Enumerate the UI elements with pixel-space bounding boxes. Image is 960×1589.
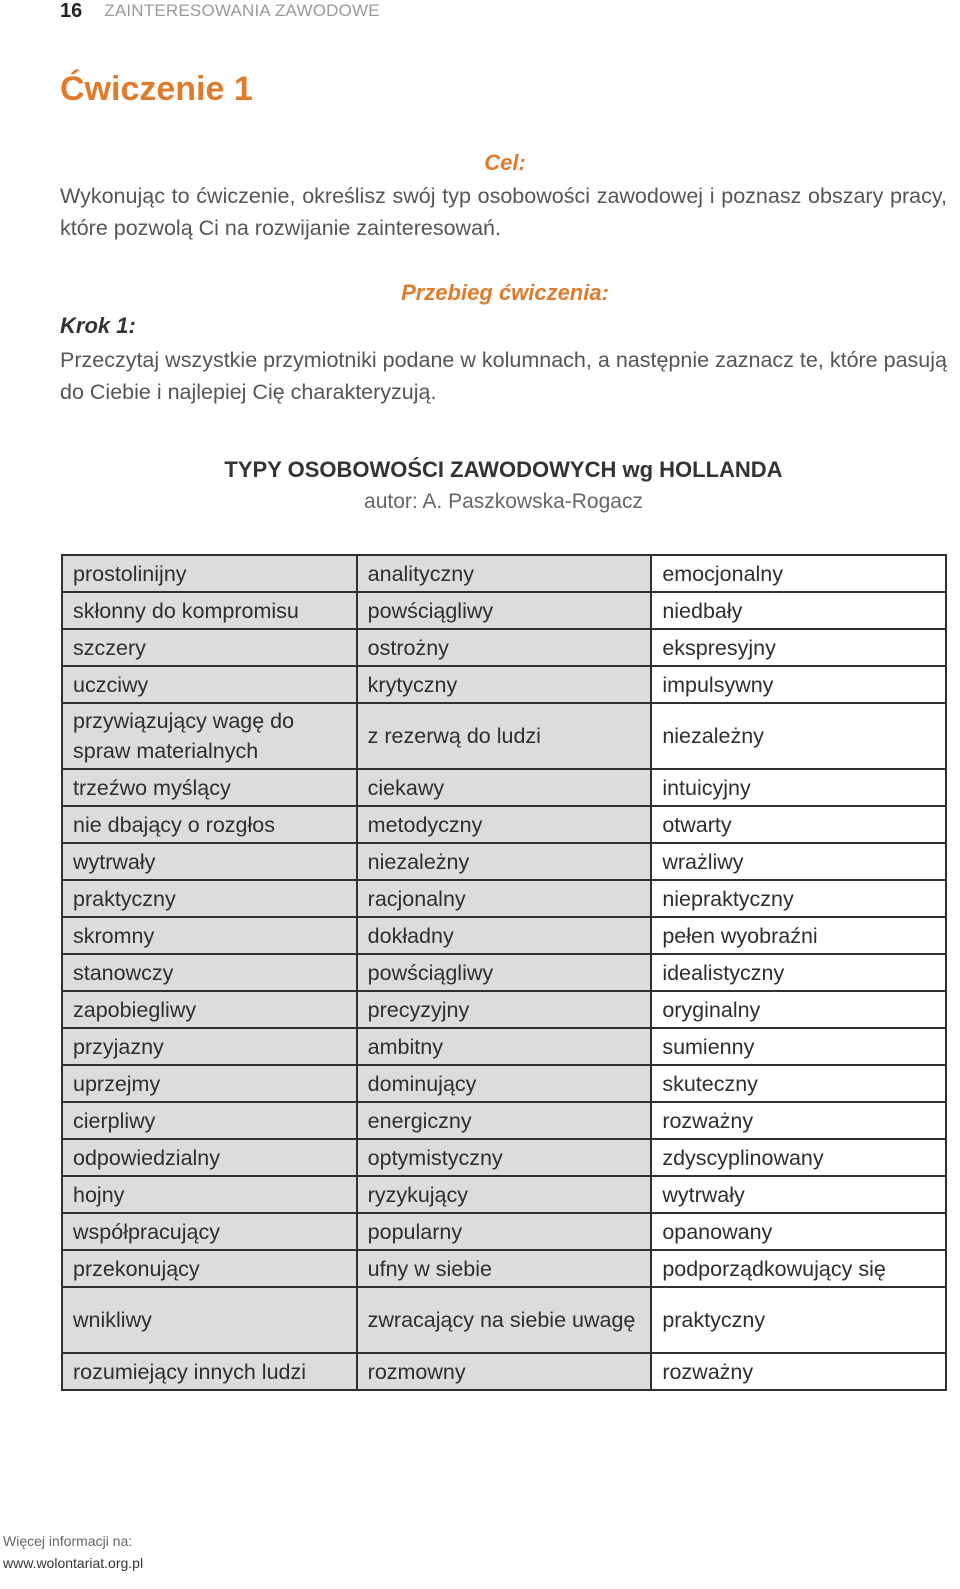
adjective-cell[interactable]: ostrożny	[357, 629, 652, 666]
adjective-cell[interactable]: rozumiejący innych ludzi	[62, 1353, 357, 1390]
table-row	[62, 629, 946, 666]
adjective-cell[interactable]: idealistyczny	[651, 954, 946, 991]
table-row	[62, 703, 946, 769]
page-number: 16	[60, 0, 83, 22]
table-row	[62, 1250, 946, 1287]
adjective-cell[interactable]: oryginalny	[651, 991, 946, 1028]
table-row	[62, 1139, 946, 1176]
adjective-cell[interactable]: intuicyjny	[651, 769, 946, 806]
adjective-cell[interactable]: rozmowny	[357, 1353, 652, 1390]
adjective-cell[interactable]: wrażliwy	[651, 843, 946, 880]
adjective-cell[interactable]: stanowczy	[62, 954, 357, 991]
table-row	[62, 917, 946, 954]
adjective-cell[interactable]: odpowiedzialny	[62, 1139, 357, 1176]
table-row	[62, 843, 946, 880]
table-row	[62, 806, 946, 843]
adjective-cell[interactable]: niezależny	[651, 703, 946, 769]
footer-url[interactable]: www.wolontariat.org.pl	[3, 1555, 144, 1571]
adjective-cell[interactable]: analityczny	[357, 555, 652, 592]
step-text: Przeczytaj wszystkie przymiotniki podane w kolumnach, a następnie zaznacz te, które pasują do Ciebie i najlepiej Cię charakteryzują.	[60, 348, 947, 404]
adjective-cell[interactable]: metodyczny	[357, 806, 652, 843]
adjective-cell[interactable]: opanowany	[651, 1213, 946, 1250]
goal-text: Wykonując to ćwiczenie, określisz swój typ osobowości zawodowej i poznasz obszary pracy, które pozwolą Ci na rozwijanie zainteresowań.	[60, 184, 947, 240]
adjective-cell[interactable]: emocjonalny	[651, 555, 946, 592]
adjective-cell[interactable]: skłonny do kompromisu	[62, 592, 357, 629]
adjective-cell[interactable]: impulsywny	[651, 666, 946, 703]
adjective-cell[interactable]: prostolinijny	[62, 555, 357, 592]
table-row	[62, 1176, 946, 1213]
running-head: ZAINTERESOWANIA ZAWODOWE	[104, 1, 380, 20]
adjective-cell[interactable]: dominujący	[357, 1065, 652, 1102]
adjective-cell[interactable]: pełen wyobraźni	[651, 917, 946, 954]
goal-label: Cel:	[484, 150, 526, 175]
table-author: autor: A. Paszkowska-Rogacz	[364, 490, 643, 513]
adjective-cell[interactable]: popularny	[357, 1213, 652, 1250]
adjective-cell[interactable]: szczery	[62, 629, 357, 666]
step-label: Krok 1:	[60, 313, 136, 338]
adjective-cell[interactable]: sumienny	[651, 1028, 946, 1065]
adjective-cell[interactable]: ciekawy	[357, 769, 652, 806]
adjective-cell[interactable]: niedbały	[651, 592, 946, 629]
adjective-cell[interactable]: niepraktyczny	[651, 880, 946, 917]
adjective-cell[interactable]: podporządkowujący się	[651, 1250, 946, 1287]
adjective-cell[interactable]: powściągliwy	[357, 592, 652, 629]
adjective-cell[interactable]: optymistyczny	[357, 1139, 652, 1176]
adjective-cell[interactable]: precyzyjny	[357, 991, 652, 1028]
adjective-cell[interactable]: cierpliwy	[62, 1102, 357, 1139]
adjective-cell[interactable]: zdyscyplinowany	[651, 1139, 946, 1176]
adjective-cell[interactable]: uczciwy	[62, 666, 357, 703]
table-row	[62, 880, 946, 917]
adjective-cell[interactable]: rozważny	[651, 1102, 946, 1139]
adjective-cell[interactable]: ufny w siebie	[357, 1250, 652, 1287]
adjective-cell[interactable]: powściągliwy	[357, 954, 652, 991]
adjective-cell[interactable]: przywiązujący wagę do spraw materialnych	[62, 703, 357, 769]
adjective-cell[interactable]: wytrwały	[651, 1176, 946, 1213]
exercise-title: Ćwiczenie 1	[60, 70, 253, 108]
adjective-cell[interactable]: dokładny	[357, 917, 652, 954]
adjective-cell[interactable]: nie dbający o rozgłos	[62, 806, 357, 843]
table-row	[62, 1213, 946, 1250]
steps-label: Przebieg ćwiczenia:	[401, 280, 609, 305]
adjectives-table-body	[62, 555, 946, 1390]
table-row	[62, 1353, 946, 1390]
adjective-cell[interactable]: niezależny	[357, 843, 652, 880]
table-row	[62, 1028, 946, 1065]
table-row	[62, 555, 946, 592]
adjective-cell[interactable]: praktyczny	[62, 880, 357, 917]
table-row	[62, 666, 946, 703]
table-row	[62, 991, 946, 1028]
page-header	[60, 0, 380, 22]
adjective-cell[interactable]: hojny	[62, 1176, 357, 1213]
adjective-cell[interactable]: energiczny	[357, 1102, 652, 1139]
adjective-cell[interactable]: współpracujący	[62, 1213, 357, 1250]
adjective-cell[interactable]: z rezerwą do ludzi	[357, 703, 652, 769]
table-row	[62, 769, 946, 806]
adjective-cell[interactable]: wnikliwy	[62, 1287, 357, 1353]
table-row	[62, 592, 946, 629]
adjective-cell[interactable]: ryzykujący	[357, 1176, 652, 1213]
adjective-cell[interactable]: skuteczny	[651, 1065, 946, 1102]
adjective-cell[interactable]: wytrwały	[62, 843, 357, 880]
footer	[3, 1530, 143, 1574]
footer-info-label: Więcej informacji na:	[3, 1533, 133, 1549]
adjective-cell[interactable]: zapobiegliwy	[62, 991, 357, 1028]
table-row	[62, 1065, 946, 1102]
table-row	[62, 954, 946, 991]
adjective-cell[interactable]: otwarty	[651, 806, 946, 843]
adjective-cell[interactable]: praktyczny	[651, 1287, 946, 1353]
table-title: TYPY OSOBOWOŚCI ZAWODOWYCH wg HOLLANDA	[224, 457, 783, 482]
adjective-cell[interactable]: skromny	[62, 917, 357, 954]
adjective-cell[interactable]: krytyczny	[357, 666, 652, 703]
table-row	[62, 1102, 946, 1139]
adjective-cell[interactable]: uprzejmy	[62, 1065, 357, 1102]
adjective-cell[interactable]: rozważny	[651, 1353, 946, 1390]
table-row	[62, 1287, 946, 1353]
adjective-cell[interactable]: zwracający na siebie uwagę	[357, 1287, 652, 1353]
adjective-cell[interactable]: przyjazny	[62, 1028, 357, 1065]
adjective-cell[interactable]: trzeźwo myślący	[62, 769, 357, 806]
adjective-cell[interactable]: przekonujący	[62, 1250, 357, 1287]
adjective-cell[interactable]: ekspresyjny	[651, 629, 946, 666]
adjective-cell[interactable]: racjonalny	[357, 880, 652, 917]
adjective-cell[interactable]: ambitny	[357, 1028, 652, 1065]
adjectives-table	[61, 554, 947, 1391]
